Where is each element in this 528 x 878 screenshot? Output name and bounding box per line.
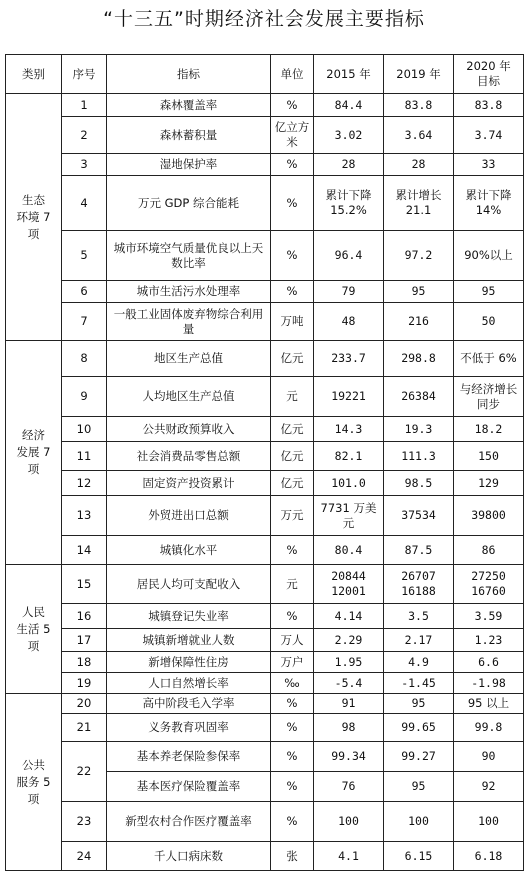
row-unit: ‰ [271,673,314,694]
row-2019: 6.15 [384,842,454,871]
header-target-line1: 2020 年 [466,59,511,73]
row-no: 19 [62,673,107,694]
category-cell [6,694,62,871]
row-2019: 95 [384,694,454,714]
row-no: 18 [62,652,107,673]
header-unit: 单位 [271,55,314,94]
row-2019: 298.8 [384,341,454,377]
row-no: 23 [62,802,107,842]
row-target: 129 [454,471,524,496]
row-indicator: 千人口病床数 [107,842,271,871]
row-no: 16 [62,604,107,629]
table-row [6,536,524,565]
table-row [6,652,524,673]
row-unit: 亿元 [271,471,314,496]
row-no: 17 [62,629,107,652]
row-unit: 万元 [271,496,314,536]
row-no: 8 [62,341,107,377]
row-target-line2: 16760 [471,584,506,598]
row-2019: 3.64 [384,117,454,154]
row-2015: 3.02 [314,117,384,154]
row-2019: -1.45 [384,673,454,694]
row-2015: 99.34 [314,742,384,772]
row-unit: 亿元 [271,341,314,377]
table-row [6,117,524,154]
row-indicator: 森林蓄积量 [107,117,271,154]
category-cell [6,565,62,694]
row-unit: % [271,694,314,714]
row-no: 11 [62,442,107,471]
row-indicator: 社会消费品零售总额 [107,442,271,471]
row-no: 1 [62,94,107,117]
row-unit: % [271,94,314,117]
row-2015: 233.7 [314,341,384,377]
row-2015: 2.29 [314,629,384,652]
category-line3: 项 [27,226,40,241]
row-no: 14 [62,536,107,565]
row-no: 6 [62,281,107,303]
row-2019 [384,565,454,604]
row-2019: 95 [384,772,454,802]
header-indicator: 指标 [107,55,271,94]
row-no: 15 [62,565,107,604]
header-row [6,55,524,94]
row-2015: 7731 万美元 [314,496,384,536]
table-row [6,442,524,471]
row-indicator: 城镇登记失业率 [107,604,271,629]
row-target: 95 以上 [454,694,524,714]
row-no: 7 [62,303,107,341]
row-target: 与经济增长同步 [454,377,524,417]
header-category: 类别 [6,55,62,94]
row-target: 83.8 [454,94,524,117]
row-no: 4 [62,176,107,231]
table-row [6,714,524,742]
row-unit: % [271,772,314,802]
row-target: 99.8 [454,714,524,742]
row-2015: 4.14 [314,604,384,629]
row-indicator: 基本养老保险参保率 [107,742,271,772]
category-cell [6,341,62,565]
row-2015: 19221 [314,377,384,417]
table-row [6,377,524,417]
row-2019: 87.5 [384,536,454,565]
table-row [6,231,524,281]
row-2015: 82.1 [314,442,384,471]
row-target: 90 [454,742,524,772]
indicators-table [5,54,524,871]
row-2019: 4.9 [384,652,454,673]
row-2019: 累计增长 21.1 [384,176,454,231]
row-target: 92 [454,772,524,802]
row-unit: 万吨 [271,303,314,341]
row-indicator: 人均地区生产总值 [107,377,271,417]
row-indicator: 新增保障性住房 [107,652,271,673]
row-target [454,565,524,604]
table-row [6,471,524,496]
row-no: 10 [62,417,107,442]
row-target: 50 [454,303,524,341]
row-2015: 14.3 [314,417,384,442]
row-target: 3.59 [454,604,524,629]
header-no: 序号 [62,55,107,94]
category-line3: 项 [27,638,40,653]
table-row [6,842,524,871]
row-unit: 万人 [271,629,314,652]
row-2015: 96.4 [314,231,384,281]
row-no: 12 [62,471,107,496]
row-2019: 3.5 [384,604,454,629]
row-2019-line2: 16188 [401,584,436,598]
row-target: 6.18 [454,842,524,871]
row-indicator: 城镇化水平 [107,536,271,565]
category-line3: 项 [27,462,40,476]
header-2015: 2015 年 [314,55,384,94]
table-row [6,341,524,377]
row-unit: % [271,176,314,231]
row-no: 22 [62,742,107,802]
row-unit: % [271,802,314,842]
row-unit: 亿元 [271,442,314,471]
table-row [6,303,524,341]
row-indicator: 外贸进出口总额 [107,496,271,536]
table-row [6,694,524,714]
row-unit: 万户 [271,652,314,673]
category-line3: 项 [27,791,40,806]
row-2015: 28 [314,154,384,176]
row-unit: 元 [271,377,314,417]
category-line1: 生态 [22,192,45,207]
row-2015 [314,565,384,604]
row-unit: % [271,281,314,303]
row-2019: 95 [384,281,454,303]
category-line2: 环境 7 [16,209,51,224]
header-target [454,55,524,94]
table-row [6,94,524,117]
row-indicator: 一般工业固体废弃物综合利用量 [107,303,271,341]
header-2019: 2019 年 [384,55,454,94]
row-no: 24 [62,842,107,871]
row-target: 累计下降 14% [454,176,524,231]
table-row [6,496,524,536]
table-row [6,565,524,604]
row-unit: 亿元 [271,417,314,442]
row-unit: % [271,231,314,281]
category-line1: 人民 [22,604,45,619]
row-2019-line1: 26707 [401,569,436,583]
row-target: 6.6 [454,652,524,673]
row-no: 2 [62,117,107,154]
row-2019: 99.65 [384,714,454,742]
row-target: 3.74 [454,117,524,154]
row-2019: 28 [384,154,454,176]
row-no: 20 [62,694,107,714]
row-indicator: 居民人均可支配收入 [107,565,271,604]
row-target: -1.98 [454,673,524,694]
row-indicator: 湿地保护率 [107,154,271,176]
row-2019: 26384 [384,377,454,417]
row-2015: -5.4 [314,673,384,694]
row-2015: 79 [314,281,384,303]
category-line2: 服务 5 [16,774,51,789]
row-target-line1: 27250 [471,569,506,583]
row-no: 9 [62,377,107,417]
category-line2: 发展 7 [16,445,51,459]
row-2015: 91 [314,694,384,714]
row-target: 33 [454,154,524,176]
row-target: 1.23 [454,629,524,652]
table-row [6,673,524,694]
row-2015: 101.0 [314,471,384,496]
row-unit: 亿立方米 [271,117,314,154]
row-2019: 99.27 [384,742,454,772]
row-2019: 216 [384,303,454,341]
row-target: 39800 [454,496,524,536]
row-2015: 100 [314,802,384,842]
row-2015: 76 [314,772,384,802]
row-indicator: 公共财政预算收入 [107,417,271,442]
table-row [6,154,524,176]
row-2015: 80.4 [314,536,384,565]
row-indicator: 城镇新增就业人数 [107,629,271,652]
row-2019: 19.3 [384,417,454,442]
row-2015: 98 [314,714,384,742]
category-line2: 生活 5 [16,621,51,636]
row-unit: 元 [271,565,314,604]
row-target: 100 [454,802,524,842]
row-target: 90%以上 [454,231,524,281]
row-2015: 1.95 [314,652,384,673]
row-indicator: 义务教育巩固率 [107,714,271,742]
row-2015: 48 [314,303,384,341]
category-line1: 经济 [22,428,45,442]
category-line1: 公共 [22,757,45,772]
table-row [6,629,524,652]
row-2015: 84.4 [314,94,384,117]
row-indicator: 地区生产总值 [107,341,271,377]
row-unit: % [271,714,314,742]
table-row [6,417,524,442]
row-2019: 2.17 [384,629,454,652]
table-row [6,604,524,629]
row-2019: 37534 [384,496,454,536]
row-no: 5 [62,231,107,281]
row-indicator: 人口自然增长率 [107,673,271,694]
row-2019: 97.2 [384,231,454,281]
row-2019: 98.5 [384,471,454,496]
row-unit: % [271,604,314,629]
row-indicator: 城市环境空气质量优良以上天数比率 [107,231,271,281]
row-2015: 4.1 [314,842,384,871]
row-target: 不低于 6% [454,341,524,377]
row-unit: % [271,154,314,176]
row-indicator: 万元 GDP 综合能耗 [107,176,271,231]
row-target: 18.2 [454,417,524,442]
row-2015: 累计下降 15.2% [314,176,384,231]
row-2019: 111.3 [384,442,454,471]
row-no: 3 [62,154,107,176]
row-no: 13 [62,496,107,536]
row-indicator: 新型农村合作医疗覆盖率 [107,802,271,842]
row-indicator: 城市生活污水处理率 [107,281,271,303]
row-2015-line1: 20844 [331,569,366,583]
row-indicator: 高中阶段毛入学率 [107,694,271,714]
row-no: 21 [62,714,107,742]
table-row [6,802,524,842]
row-indicator: 基本医疗保险覆盖率 [107,772,271,802]
row-unit: % [271,536,314,565]
row-indicator: 固定资产投资累计 [107,471,271,496]
row-target: 95 [454,281,524,303]
row-unit: % [271,742,314,772]
row-indicator: 森林覆盖率 [107,94,271,117]
row-target: 150 [454,442,524,471]
table-row [6,176,524,231]
row-unit: 张 [271,842,314,871]
table-row [6,742,524,772]
category-cell [6,94,62,341]
row-2015-line2: 12001 [331,584,366,598]
page-title: “十三五”时期经济社会发展主要指标 [103,8,425,30]
table-row [6,281,524,303]
row-2019: 100 [384,802,454,842]
header-target-line2: 目标 [477,74,500,88]
row-2019: 83.8 [384,94,454,117]
row-target: 86 [454,536,524,565]
